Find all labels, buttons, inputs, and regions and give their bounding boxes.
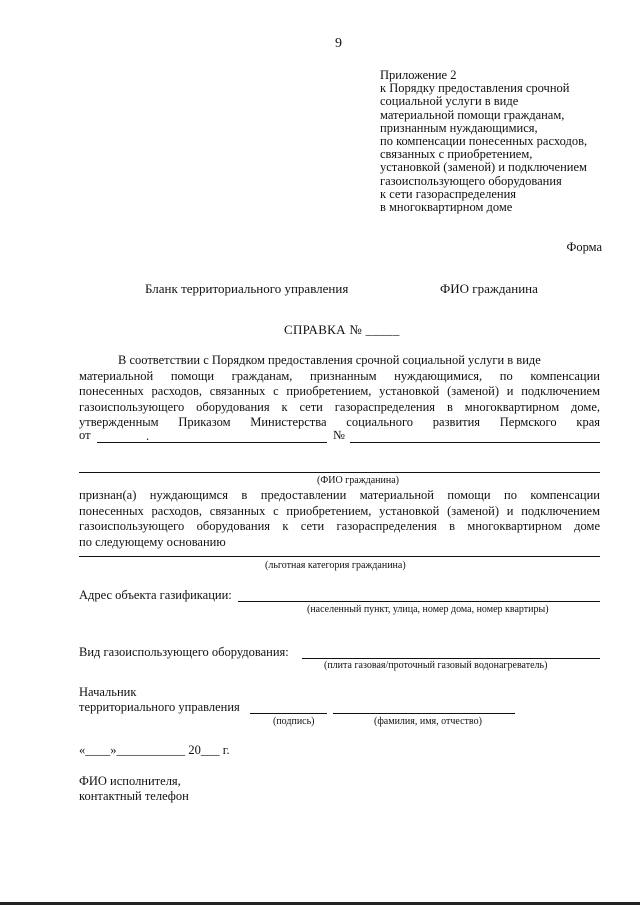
equipment-field[interactable] [302,658,600,659]
paragraph-recognition [79,488,600,550]
appendix-line: к сети газораспределения [380,186,517,201]
page-number: 9 [335,36,342,51]
address-field[interactable] [238,601,600,602]
citizen-name-header: ФИО гражданина [440,281,538,296]
para2-line: газоиспользующего оборудования к сети газораспределения в многоквартирном доме [79,519,600,533]
caption-citizen-fio: (ФИО гражданина) [317,475,399,486]
caption-equipment: (плита газовая/проточный газовый водонагреватель) [324,660,548,671]
signatory-title-line1: Начальник [79,685,137,699]
appendix-line: установкой (заменой) и подключением [380,160,587,175]
paragraph-basis [79,353,600,431]
executor-name-label: ФИО исполнителя, [79,774,181,788]
para1-line: понесенных расходов, связанных с приобретением, установкой (заменой) и подключением [79,384,600,398]
para2-line: по следующему основанию [79,534,226,549]
equipment-label: Вид газоиспользующего оборудования: [79,645,289,659]
order-number-field[interactable] [350,442,600,443]
appendix-line: в многоквартирном доме [380,200,513,215]
order-date-separator: . [146,429,150,443]
appendix-line: по компенсации понесенных расходов, [380,134,588,149]
caption-signatory-name: (фамилия, имя, отчество) [374,716,482,727]
appendix-line: материальной помощи гражданам, [380,107,565,122]
order-date-field[interactable] [97,442,327,443]
form-label: Форма [566,240,602,254]
executor-phone-label: контактный телефон [79,789,189,803]
document-title: СПРАВКА № _____ [284,322,400,337]
appendix-line: связанных с приобретением, [380,147,533,162]
appendix-line: признанным нуждающимися, [380,120,538,135]
signature-field[interactable] [250,713,327,714]
para1-line: В соответствии с Порядком предоставления срочной социальной услуги в виде [118,353,541,367]
benefit-category-field[interactable] [79,556,600,557]
para1-line: газоиспользующего оборудования к сети газораспределения в многоквартирном доме, [79,399,600,414]
order-from-label: от [79,428,91,442]
appendix-line: газоиспользующего оборудования [380,173,562,188]
signatory-name-field[interactable] [333,713,515,714]
appendix-line: к Порядку предоставления срочной [380,81,570,96]
para1-line: утвержденным Приказом Министерства социального развития Пермского края [79,415,600,429]
para1-line: материальной помощи гражданам, признанным нуждающимися, по компенсации [79,368,600,383]
issue-date-field[interactable]: «____»___________ 20___ г. [79,743,230,757]
para2-line: признан(а) нуждающимся в предоставлении материальной помощи по компенсации [79,488,600,502]
address-label: Адрес объекта газификации: [79,588,232,602]
appendix-block [380,69,620,214]
caption-signature: (подпись) [273,716,315,727]
signatory-title-line2: территориального управления [79,700,240,714]
appendix-line: социальной услуги в виде [380,94,519,109]
citizen-fio-field[interactable] [79,472,600,473]
letterhead-placeholder: Бланк территориального управления [145,281,349,296]
caption-address: (населенный пункт, улица, номер дома, номер квартиры) [307,604,549,615]
para2-line: понесенных расходов, связанных с приобретением, установкой (заменой) и подключением [79,503,600,518]
appendix-line: Приложение 2 [380,68,457,82]
caption-benefit-category: (льготная категория гражданина) [265,560,406,571]
order-number-label: № [333,428,345,442]
